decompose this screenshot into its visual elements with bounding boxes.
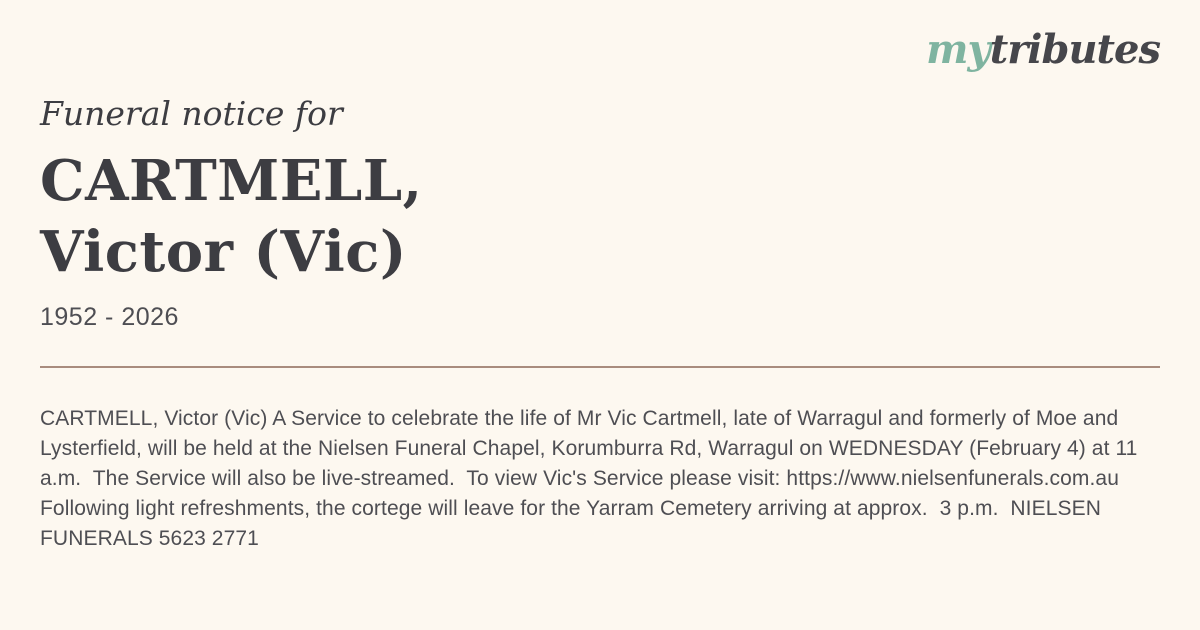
logo-my-text: my	[926, 26, 990, 73]
logo-tributes-text: tributes	[989, 26, 1160, 73]
divider-line	[40, 366, 1160, 368]
mytributes-logo	[926, 26, 1160, 73]
life-years: 1952 - 2026	[40, 302, 179, 331]
notice-body-text: CARTMELL, Victor (Vic) A Service to celebrate the life of Mr Vic Cartmell, late of Warragul and formerly of Moe and Lysterfield, will be held at the Nielsen Funeral Chapel, Korumburra Rd, Warragul on WEDNESDAY (February 4) at 11 a.m. The Service will also be live-streamed. To view Vic's Service please visit: https://www.nielsenfunerals.com.au Following light refreshments, the cortege will leave for the Yarram Cemetery arriving at approx. 3 p.m. NIELSEN FUNERALS 5623 2771	[40, 406, 1144, 550]
deceased-name: CARTMELL, Victor (Vic)	[40, 148, 423, 286]
header	[40, 26, 1160, 82]
notice-type-label: Funeral notice for	[40, 94, 343, 133]
